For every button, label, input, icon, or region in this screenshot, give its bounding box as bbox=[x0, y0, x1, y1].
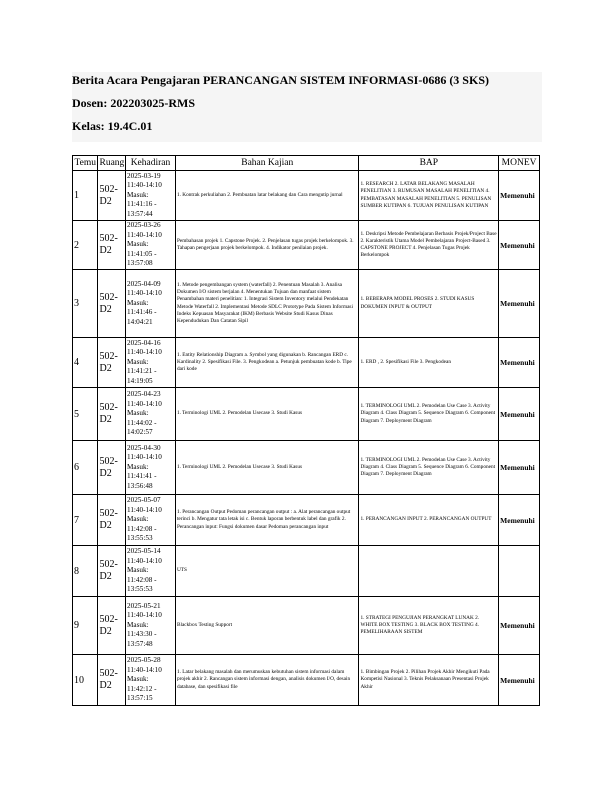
lecturer-line: Dosen: 202203025-RMS bbox=[72, 96, 195, 110]
cell-monev: Memenuhi bbox=[499, 171, 540, 221]
cell-monev: Memenuhi bbox=[499, 338, 540, 388]
column-header-temu: Temu bbox=[73, 156, 98, 171]
cell-bap: 1. Deskripsi Metode Pembelajaran Berbasis Projek/Project Base 2. Karakteristik Utama Model Pembelajaran Project-Based 3. CAPSTONE PROJECT 4. Penjelasan Tugas Projek Berkelompok bbox=[359, 221, 499, 270]
table-row bbox=[73, 388, 540, 441]
column-header-monev: MONEV bbox=[499, 156, 540, 171]
cell-kehadiran: 2025-03-19 11:40-14:10 Masuk: 11:41:16 - 13:57:44 bbox=[126, 171, 176, 221]
cell-bahan-kajian: 1. Metode pengembangan system (waterfall) 2. Penentuan Masalah 3. Analisa Dokumen I/O sistem berjalan 4. Menentukan Tujuan dan manfaat sistem Penambahan materi penelitian: 1. Integrasi Sistem Inventory melalui Pendekatan Metode Waterfall 2. Implementasi Metode SDLC Prototype Pada Sistem Informasi Indeks Kepuasan Masyarakat (IKM) Berbasis Website Studi Kasus Dinas Kependudukan Dan Catatan Sipil bbox=[175, 270, 359, 338]
cell-kehadiran: 2025-04-23 11:40-14:10 Masuk: 11:44:02 - 14:02:57 bbox=[126, 388, 176, 441]
cell-ruang: 502-D2 bbox=[98, 495, 126, 546]
cell-kehadiran: 2025-05-07 11:40-14:10 Masuk: 11:42:08 - 13:55:53 bbox=[126, 495, 176, 546]
cell-bahan-kajian: 1. Terminologi UML 2. Pemodelan Usecase 3. Studi Kasus bbox=[175, 441, 359, 495]
column-header-bahan-kajian: Bahan Kajian bbox=[175, 156, 359, 171]
cell-bahan-kajian: 1. Perancangan Output Pedoman perancangan output : a. Alat perancangan output terinci b. Mengatur tata letak isi c. Bentuk laporan berbentuk label dan grafik 2. Perancangan input: Fungsi dokumen dasar Pedoman perancangan input bbox=[175, 495, 359, 546]
cell-temu: 6 bbox=[73, 441, 98, 495]
teaching-record-table bbox=[72, 155, 540, 706]
cell-bap: 1. TERMINOLOGI UML 2. Pemodelan Use Case 3. Activity Diagram 4. Class Diagram 5. Sequence Diagram 6. Component Diagram 7. Deployment Diagram bbox=[359, 441, 499, 495]
cell-bahan-kajian: UTS bbox=[175, 546, 359, 597]
cell-ruang: 502-D2 bbox=[98, 388, 126, 441]
cell-ruang: 502-D2 bbox=[98, 270, 126, 338]
document-header bbox=[72, 72, 542, 142]
table-row bbox=[73, 338, 540, 388]
cell-kehadiran: 2025-04-09 11:40-14:10 Masuk: 11:41:46 - 14:04:21 bbox=[126, 270, 176, 338]
table-row bbox=[73, 221, 540, 270]
cell-bap: 1. ERD , 2. Spesifikasi File 3. Pengkodean bbox=[359, 338, 499, 388]
column-header-kehadiran: Kehadiran bbox=[126, 156, 176, 171]
cell-monev: Memenuhi bbox=[499, 441, 540, 495]
cell-temu: 8 bbox=[73, 546, 98, 597]
cell-kehadiran: 2025-03-26 11:40-14:10 Masuk: 11:41:05 - 13:57:08 bbox=[126, 221, 176, 270]
cell-ruang: 502-D2 bbox=[98, 441, 126, 495]
cell-kehadiran: 2025-05-14 11:40-14:10 Masuk: 11:42:08 - 13:55:53 bbox=[126, 546, 176, 597]
table-row bbox=[73, 171, 540, 221]
table-row bbox=[73, 546, 540, 597]
column-header-ruang: Ruang bbox=[98, 156, 126, 171]
cell-kehadiran: 2025-05-21 11:40-14:10 Masuk: 11:43:30 - 13:57:48 bbox=[126, 597, 176, 655]
cell-bahan-kajian: 1. Entity Relationship Diagram a. Symbol yang digunakan b. Rancangan ERD c. Kardinality 2. Spesifikasi File. 3. Pengkodean a. Petunjuk pembuatan kode b. Tipe dari kode bbox=[175, 338, 359, 388]
cell-ruang: 502-D2 bbox=[98, 546, 126, 597]
cell-temu: 1 bbox=[73, 171, 98, 221]
cell-monev bbox=[499, 546, 540, 597]
cell-bap: 1. RESEARCH 2. LATAR BELAKANG MASALAH PENELITIAN 3. RUMUSAN MASALAH PENELITIAN 4. PEMBATASAN MASALAH PENELITIAN 5. PENULISAN SUMBER KUTIPAN 6. TUJUAN PENULISAN KUTIPAN bbox=[359, 171, 499, 221]
cell-bahan-kajian: 1. Terminologi UML 2. Pemodelan Usecase 3. Studi Kasus bbox=[175, 388, 359, 441]
table-row bbox=[73, 495, 540, 546]
cell-monev: Memenuhi bbox=[499, 495, 540, 546]
cell-bap bbox=[359, 546, 499, 597]
table-header-row bbox=[73, 156, 540, 171]
cell-temu: 2 bbox=[73, 221, 98, 270]
cell-ruang: 502-D2 bbox=[98, 655, 126, 706]
cell-kehadiran: 2025-05-28 11:40-14:10 Masuk: 11:42:12 - 13:57:15 bbox=[126, 655, 176, 706]
cell-monev: Memenuhi bbox=[499, 388, 540, 441]
cell-ruang: 502-D2 bbox=[98, 221, 126, 270]
cell-bahan-kajian: 1. Kontrak perkuliahan 2. Pembuatan latar belakang dan Cara mengutip jurnal bbox=[175, 171, 359, 221]
cell-temu: 5 bbox=[73, 388, 98, 441]
cell-bap: 1. STRATEGI PENGUJIAN PERANGKAT LUNAK 2. WHITE BOX TESTING 3. BLACK BOX TESTING 4. PEMELIHARAAN SISTEM bbox=[359, 597, 499, 655]
cell-temu: 9 bbox=[73, 597, 98, 655]
table-row bbox=[73, 270, 540, 338]
cell-temu: 7 bbox=[73, 495, 98, 546]
table-row bbox=[73, 597, 540, 655]
cell-bahan-kajian: 1. Latar belakang masalah dan merumuskan kebutuhan sistem informasi dalam projek akhir 2. Rancangan sistem informasi dengan, analisis dokumen I/O, desain database, dan spesifikasi file bbox=[175, 655, 359, 706]
cell-bap: 1. Bimbingan Projek 2. Pilihan Projek Akhir Mengikuti Pada Kompetisi Nasional 3. Teknis Pelaksanaan Presentasi Projek Akhir bbox=[359, 655, 499, 706]
cell-kehadiran: 2025-04-16 11:40-14:10 Masuk: 11:41:21 - 14:19:05 bbox=[126, 338, 176, 388]
cell-temu: 3 bbox=[73, 270, 98, 338]
cell-temu: 4 bbox=[73, 338, 98, 388]
cell-bahan-kajian: Pembahasan projek 1. Capstone Projek. 2. Penjelasan tugas projek berkelompok. 3. Tahapan pengerjaan projek berkelompok. 4. Indikator penilaian projek. bbox=[175, 221, 359, 270]
cell-monev: Memenuhi bbox=[499, 655, 540, 706]
document-title: Berita Acara Pengajaran PERANCANGAN SISTEM INFORMASI-0686 (3 SKS) bbox=[72, 73, 489, 87]
cell-monev: Memenuhi bbox=[499, 270, 540, 338]
table-row bbox=[73, 655, 540, 706]
table-row bbox=[73, 441, 540, 495]
cell-monev: Memenuhi bbox=[499, 597, 540, 655]
cell-kehadiran: 2025-04-30 11:40-14:10 Masuk: 11:41:41 - 13:56:48 bbox=[126, 441, 176, 495]
cell-ruang: 502-D2 bbox=[98, 597, 126, 655]
cell-bahan-kajian: Blackbox Testing Support bbox=[175, 597, 359, 655]
cell-monev: Memenuhi bbox=[499, 221, 540, 270]
cell-ruang: 502-D2 bbox=[98, 338, 126, 388]
column-header-bap: BAP bbox=[359, 156, 499, 171]
cell-bap: 1. TERMINOLOGI UML 2. Pemodelan Use Case 3. Activity Diagram 4. Class Diagram 5. Sequence Diagram 6. Component Diagram 7. Deployment Diagram bbox=[359, 388, 499, 441]
cell-ruang: 502-D2 bbox=[98, 171, 126, 221]
class-line: Kelas: 19.4C.01 bbox=[72, 119, 153, 133]
cell-bap: 1. BEBERAPA MODEL PROSES 2. STUDI KASUS DOKUMEN INPUT & OUTPUT bbox=[359, 270, 499, 338]
cell-bap: 1. PERANCANGAN INPUT 2. PERANCANGAN OUTPUT bbox=[359, 495, 499, 546]
cell-temu: 10 bbox=[73, 655, 98, 706]
